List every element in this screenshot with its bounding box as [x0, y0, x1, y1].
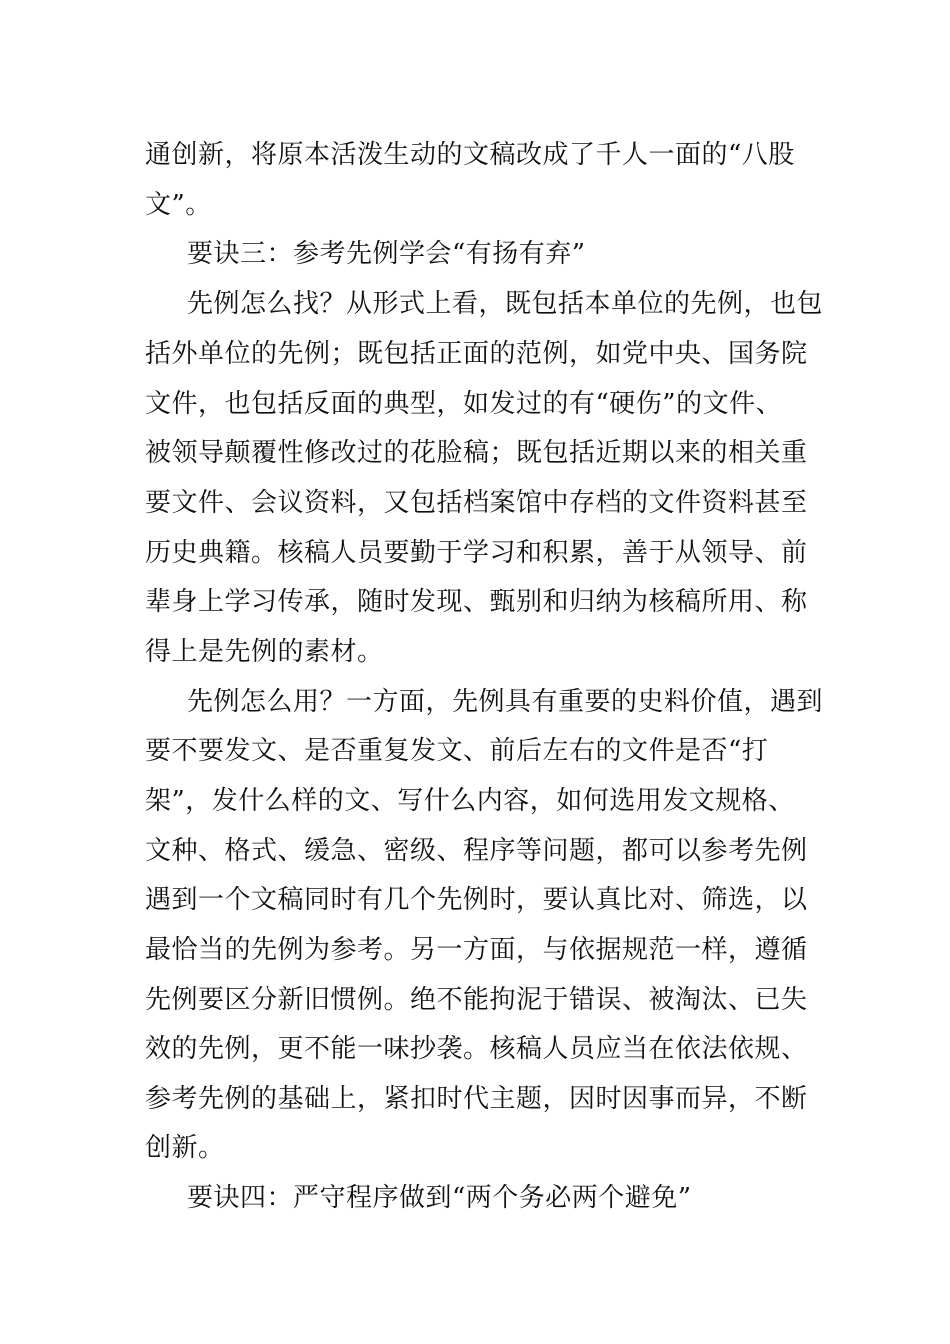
text-line: 被领导颠覆性修改过的花脸稿；既包括近期以来的相关重	[145, 438, 808, 468]
text-line: 遇到一个文稿同时有几个先例时，要认真比对、筛选，以	[145, 885, 808, 915]
text-line: 辈身上学习传承，随时发现、甄别和归纳为核稿所用、称	[145, 587, 808, 617]
text-line: 先例要区分新旧惯例。绝不能拘泥于错误、被淘汰、已失	[145, 985, 808, 1015]
text-line: 文件，也包括反面的典型，如发过的有“硬伤”的文件、	[145, 389, 783, 419]
text-line: 先例怎么用？一方面，先例具有重要的史料价值，遇到	[187, 687, 824, 717]
text-line: 得上是先例的素材。	[145, 637, 384, 667]
text-line: 先例怎么找？从形式上看，既包括本单位的先例，也包	[187, 289, 824, 319]
text-line: 要不要发文、是否重复发文、前后左右的文件是否“打	[145, 736, 769, 766]
text-line: 历史典籍。核稿人员要勤于学习和积累，善于从领导、前	[145, 538, 808, 568]
text-line: 创新。	[145, 1133, 225, 1163]
text-line: 参考先例的基础上，紧扣时代主题，因时因事而异，不断	[145, 1084, 808, 1114]
text-line: 通创新，将原本活泼生动的文稿改成了千人一面的“八股	[145, 140, 795, 170]
text-line: 效的先例，更不能一味抄袭。核稿人员应当在依法依规、	[145, 1034, 808, 1064]
text-line: 要文件、会议资料，又包括档案馆中存档的文件资料甚至	[145, 488, 808, 518]
text-line: 文种、格式、缓急、密级、程序等问题，都可以参考先例	[145, 836, 808, 866]
text-line: 括外单位的先例；既包括正面的范例，如党中央、国务院	[145, 339, 808, 369]
section-heading: 要诀四：严守程序做到“两个务必两个避免”	[187, 1183, 692, 1213]
text-line: 文”。	[145, 190, 212, 220]
text-line: 最恰当的先例为参考。另一方面，与依据规范一样，遵循	[145, 935, 808, 965]
section-heading: 要诀三：参考先例学会“有扬有弃”	[187, 239, 586, 269]
text-line: 架”，发什么样的文、写什么内容，如何选用发文规格、	[145, 786, 795, 816]
